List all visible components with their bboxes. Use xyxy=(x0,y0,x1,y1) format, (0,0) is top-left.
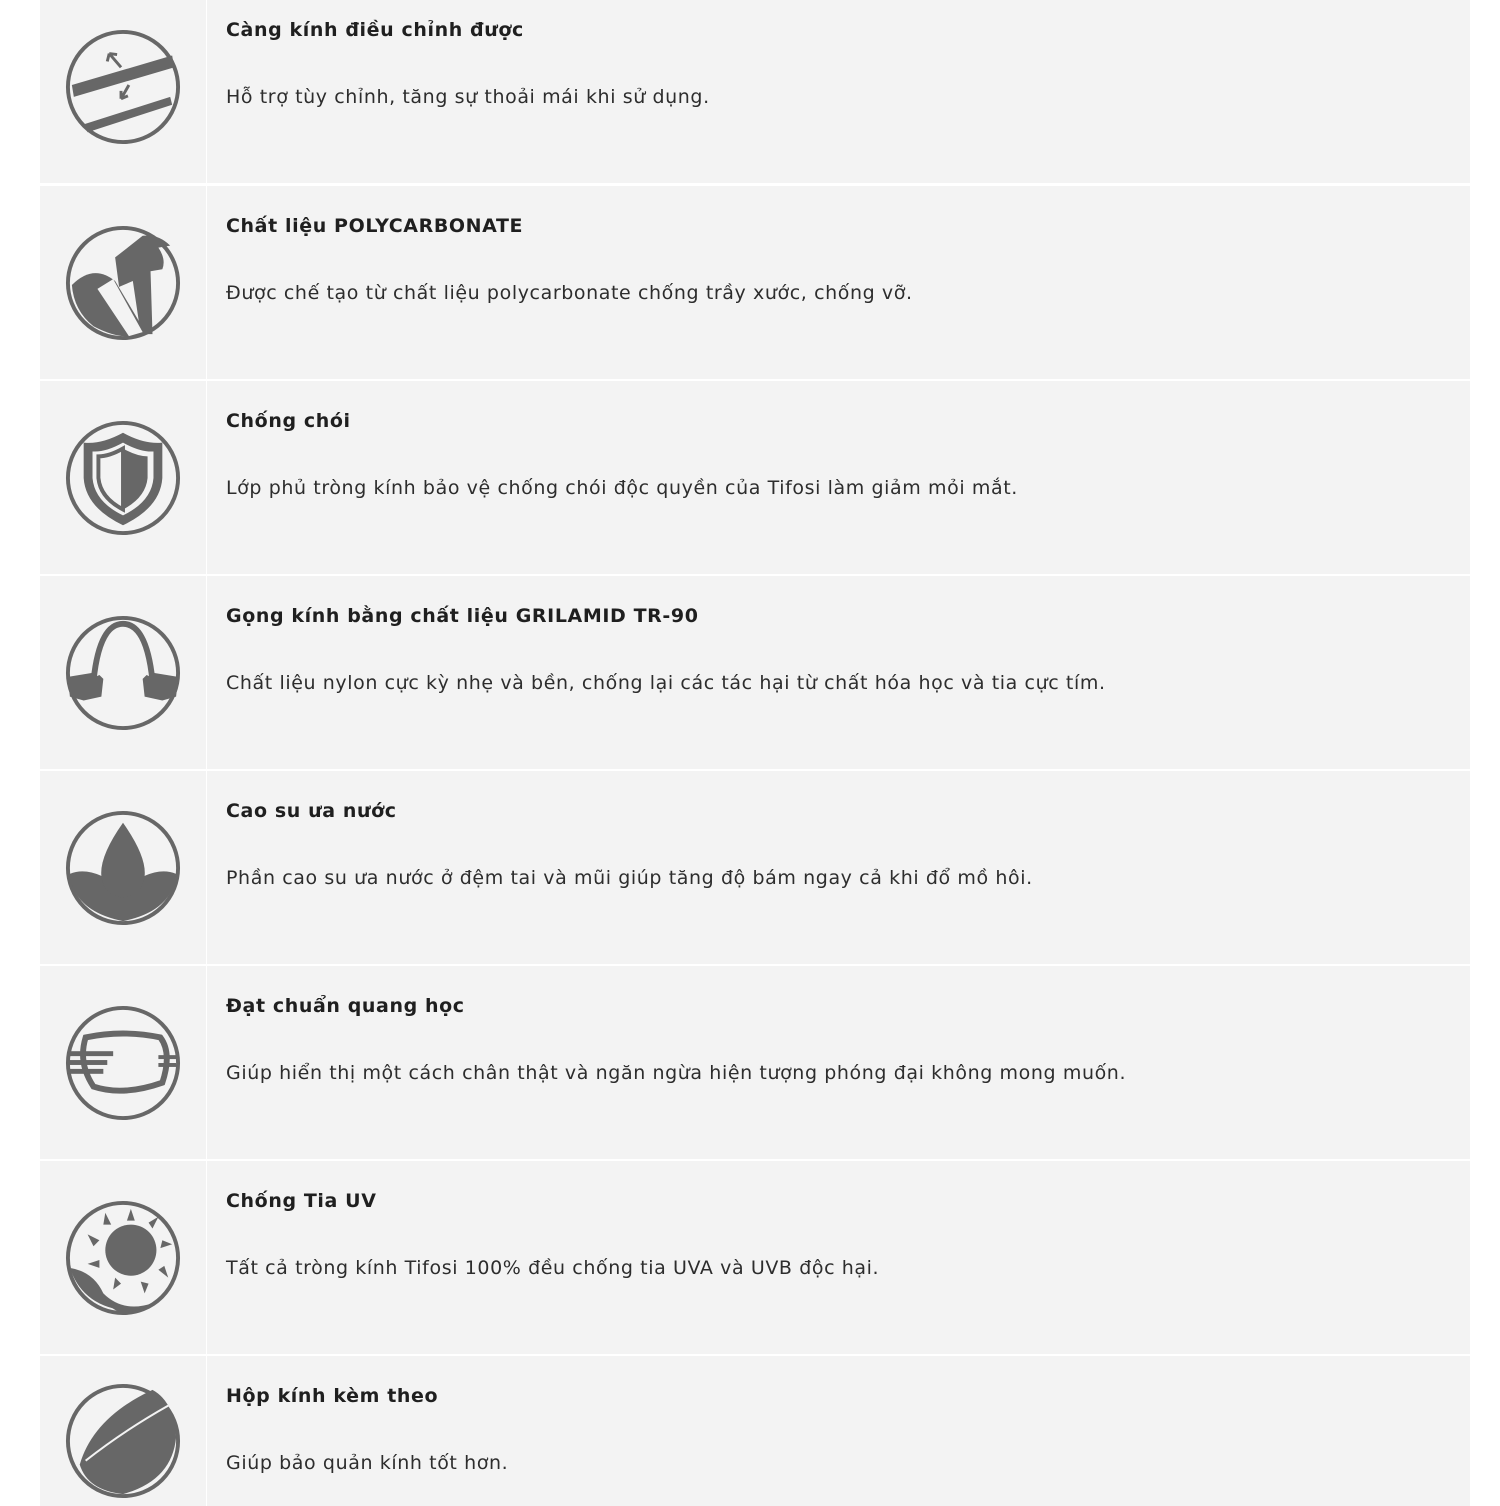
feature-row xyxy=(40,0,1470,183)
feature-row xyxy=(40,966,1470,1159)
feature-row xyxy=(40,576,1470,769)
feature-description: Lớp phủ tròng kính bảo vệ chống chói độc quyền của Tifosi làm giảm mỏi mắt. xyxy=(226,477,1018,499)
feature-row xyxy=(40,381,1470,574)
feature-row xyxy=(40,1161,1470,1354)
water-drop-icon xyxy=(64,809,182,927)
feature-title: Càng kính điều chỉnh được xyxy=(226,19,524,41)
feature-title: Cao su ưa nước xyxy=(226,800,397,822)
features-list xyxy=(40,0,1470,1500)
feature-description: Chất liệu nylon cực kỳ nhẹ và bền, chống lại các tác hại từ chất hóa học và tia cực tím. xyxy=(226,672,1106,694)
feature-title: Hộp kính kèm theo xyxy=(226,1385,439,1407)
feature-title: Chất liệu POLYCARBONATE xyxy=(226,215,524,237)
feature-row xyxy=(40,186,1470,379)
feature-title: Chống chói xyxy=(226,410,351,432)
hammer-icon xyxy=(64,224,182,342)
feature-row xyxy=(40,771,1470,964)
sun-uv-icon xyxy=(64,1199,182,1317)
feature-title: Gọng kính bằng chất liệu GRILAMID TR-90 xyxy=(226,605,699,627)
adjustable-temple-icon xyxy=(64,28,182,146)
optical-lens-icon xyxy=(64,1004,182,1122)
feature-row xyxy=(40,1356,1470,1506)
feature-description: Phần cao su ưa nước ở đệm tai và mũi giúp tăng độ bám ngay cả khi đổ mồ hôi. xyxy=(226,867,1033,889)
feature-title: Đạt chuẩn quang học xyxy=(226,995,465,1017)
case-icon xyxy=(64,1382,182,1500)
shield-icon xyxy=(64,419,182,537)
feature-description: Giúp bảo quản kính tốt hơn. xyxy=(226,1452,509,1474)
flex-frame-icon xyxy=(64,614,182,732)
feature-title: Chống Tia UV xyxy=(226,1190,377,1212)
feature-description: Tất cả tròng kính Tifosi 100% đều chống tia UVA và UVB độc hại. xyxy=(226,1257,880,1279)
feature-description: Giúp hiển thị một cách chân thật và ngăn ngừa hiện tượng phóng đại không mong muốn. xyxy=(226,1062,1127,1084)
feature-description: Hỗ trợ tùy chỉnh, tăng sự thoải mái khi sử dụng. xyxy=(226,86,710,108)
feature-description: Được chế tạo từ chất liệu polycarbonate chống trầy xước, chống vỡ. xyxy=(226,282,913,304)
